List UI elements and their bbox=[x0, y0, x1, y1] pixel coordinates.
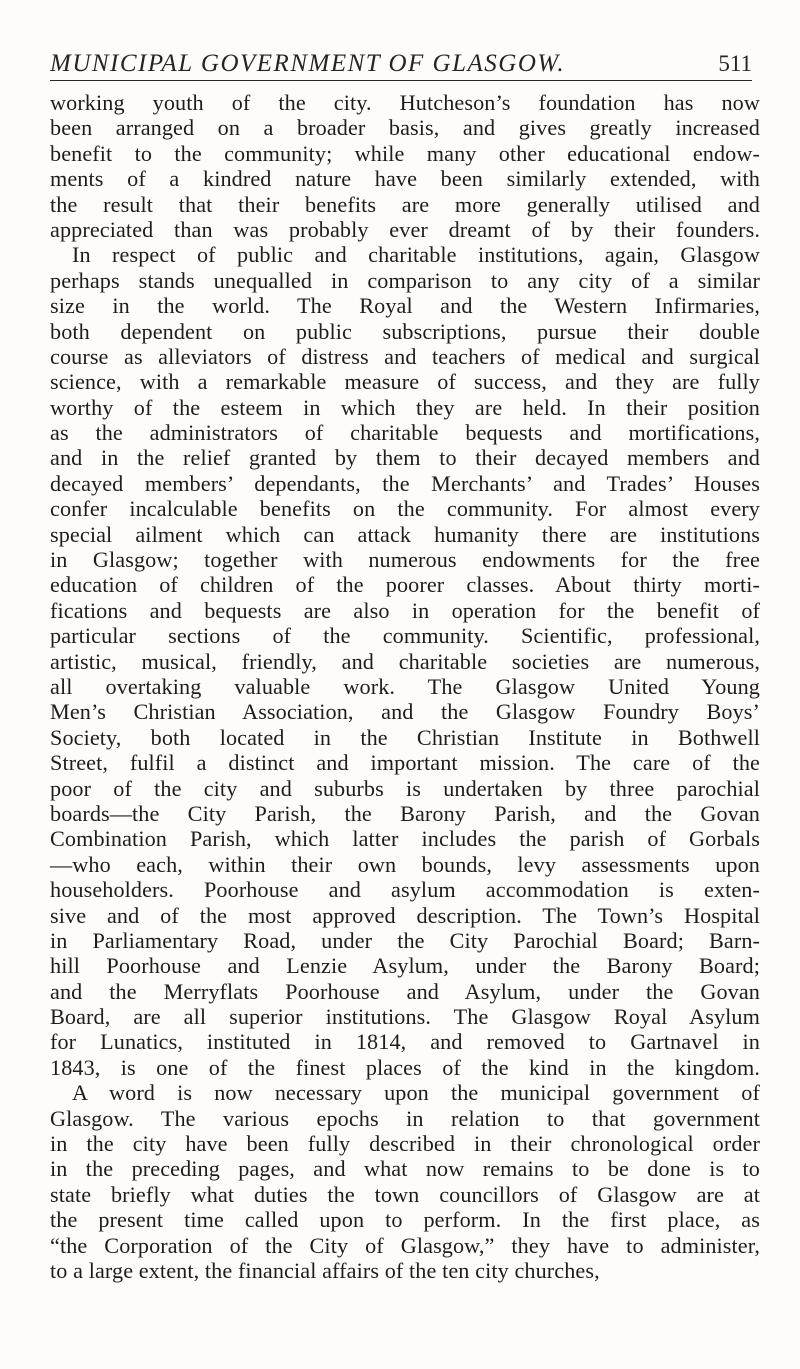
text-line: fications and bequests are also in operation for the benefit of bbox=[50, 597, 760, 623]
text-line: Men’s Christian Association, and the Glasgow Foundry Boys’ bbox=[50, 699, 760, 725]
text-line: state briefly what duties the town councillors of Glasgow are at bbox=[50, 1181, 760, 1207]
text-line: in the preceding pages, and what now remains to be done is to bbox=[50, 1156, 760, 1182]
text-line: householders. Poorhouse and asylum accommodation is exten- bbox=[50, 877, 760, 903]
text-line: boards—the City Parish, the Barony Parish, and the Govan bbox=[50, 800, 760, 826]
text-line: ments of a kindred nature have been similarly extended, with bbox=[50, 166, 760, 192]
text-line: sive and of the most approved description. The Town’s Hospital bbox=[50, 902, 760, 928]
running-header bbox=[50, 50, 752, 81]
text-line: perhaps stands unequalled in comparison to any city of a similar bbox=[50, 267, 760, 293]
text-line: “the Corporation of the City of Glasgow,” they have to administer, bbox=[50, 1232, 760, 1258]
text-line: special ailment which can attack humanity there are institutions bbox=[50, 521, 760, 547]
text-line: poor of the city and suburbs is undertaken by three parochial bbox=[50, 775, 760, 801]
text-line: the result that their benefits are more generally utilised and bbox=[50, 191, 760, 217]
paragraph bbox=[50, 242, 760, 1080]
text-line: confer incalculable benefits on the community. For almost every bbox=[50, 496, 760, 522]
paragraph bbox=[50, 90, 760, 242]
text-line: Glasgow. The various epochs in relation to that government bbox=[50, 1105, 760, 1131]
text-line: education of children of the poorer classes. About thirty morti- bbox=[50, 572, 760, 598]
text-line: and the Merryflats Poorhouse and Asylum, under the Govan bbox=[50, 978, 760, 1004]
text-line: all overtaking valuable work. The Glasgow United Young bbox=[50, 673, 760, 699]
text-line: hill Poorhouse and Lenzie Asylum, under the Barony Board; bbox=[50, 953, 760, 979]
text-line: to a large extent, the financial affairs of the ten city churches, bbox=[50, 1257, 600, 1283]
text-line: Combination Parish, which latter includes the parish of Gorbals bbox=[50, 826, 760, 852]
text-line: as the administrators of charitable bequests and mortifications, bbox=[50, 420, 760, 446]
text-line: the present time called upon to perform. In the first place, as bbox=[50, 1207, 760, 1233]
text-line: been arranged on a broader basis, and gives greatly increased bbox=[50, 115, 760, 141]
text-line: course as alleviators of distress and teachers of medical and surgical bbox=[50, 343, 760, 369]
text-line: in the city have been fully described in their chronological order bbox=[50, 1131, 760, 1157]
text-line: particular sections of the community. Scientific, professional, bbox=[50, 623, 760, 649]
text-line: in Parliamentary Road, under the City Parochial Board; Barn- bbox=[50, 927, 760, 953]
text-line: appreciated than was probably ever dreamt of by their founders. bbox=[50, 216, 760, 242]
body-text bbox=[50, 90, 760, 1283]
text-line: in Glasgow; together with numerous endowments for the free bbox=[50, 547, 760, 573]
page-number: 511 bbox=[718, 51, 752, 76]
text-line: Board, are all superior institutions. The Glasgow Royal Asylum bbox=[50, 1004, 760, 1030]
text-line: working youth of the city. Hutcheson’s foundation has now bbox=[50, 90, 760, 115]
text-line: 1843, is one of the finest places of the kind in the kingdom. bbox=[50, 1054, 760, 1080]
paragraph bbox=[50, 1080, 760, 1283]
running-title: MUNICIPAL GOVERNMENT OF GLASGOW. bbox=[50, 50, 566, 77]
text-line: decayed members’ dependants, the Merchants’ and Trades’ Houses bbox=[50, 470, 760, 496]
text-line: In respect of public and charitable institutions, again, Glasgow bbox=[72, 242, 760, 268]
text-line: size in the world. The Royal and the Western Infirmaries, bbox=[50, 293, 760, 319]
text-line: and in the relief granted by them to their decayed members and bbox=[50, 445, 760, 471]
text-line: both dependent on public subscriptions, pursue their double bbox=[50, 318, 760, 344]
text-line: Society, both located in the Christian Institute in Bothwell bbox=[50, 724, 760, 750]
text-line: artistic, musical, friendly, and charitable societies are numerous, bbox=[50, 648, 760, 674]
text-line: worthy of the esteem in which they are held. In their position bbox=[50, 394, 760, 420]
text-line: Street, fulfil a distinct and important mission. The care of the bbox=[50, 750, 760, 776]
text-line: benefit to the community; while many other educational endow- bbox=[50, 140, 760, 166]
text-line: —who each, within their own bounds, levy assessments upon bbox=[50, 851, 760, 877]
text-line: A word is now necessary upon the municipal government of bbox=[72, 1080, 760, 1106]
text-line: for Lunatics, instituted in 1814, and removed to Gartnavel in bbox=[50, 1029, 760, 1055]
text-line: science, with a remarkable measure of success, and they are fully bbox=[50, 369, 760, 395]
